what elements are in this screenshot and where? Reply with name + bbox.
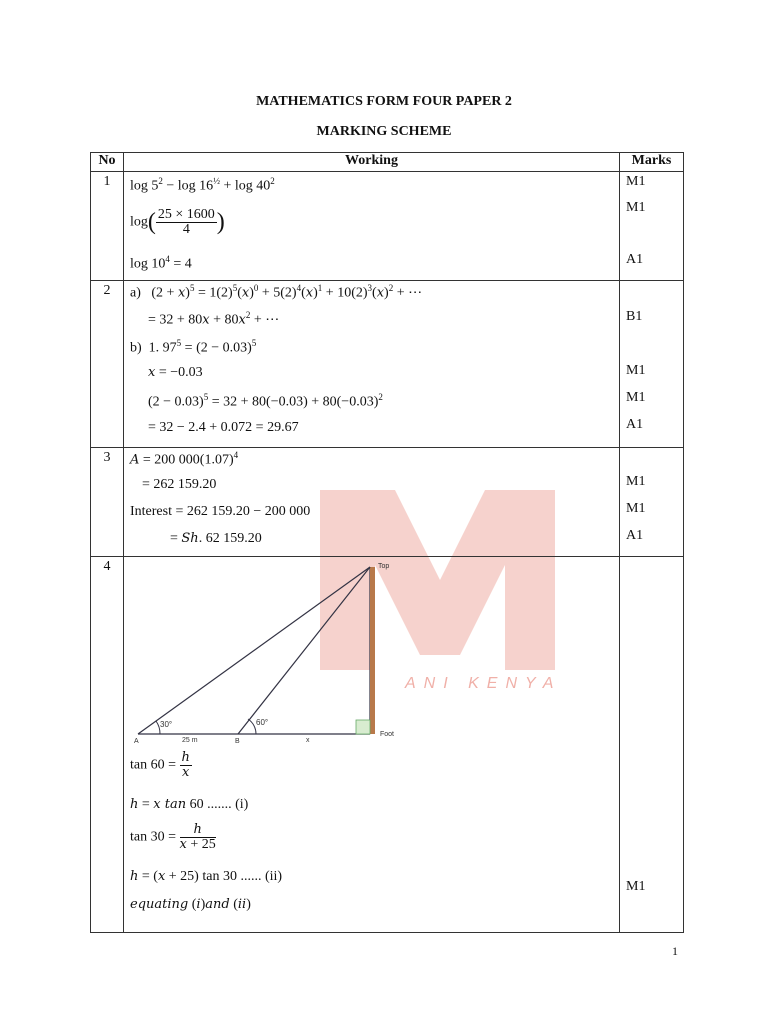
working-cell [124, 557, 620, 933]
point-a-label: A [134, 738, 139, 744]
marks-cell [620, 172, 684, 281]
mark: A1 [626, 528, 644, 543]
table-row [91, 448, 684, 557]
working-line: = Sh. 62 159.20 [170, 531, 262, 546]
mark: M1 [626, 501, 646, 516]
working-line: $\log 5^2 - \log 16^{\frac{1}{2}} + \log 40^2$ [130, 176, 275, 194]
mark: M1 [626, 474, 646, 489]
document-title: MATHEMATICS FORM FOUR PAPER 2 [256, 94, 512, 109]
distance-ab-label: 25 m [182, 737, 198, 744]
row-number: 1 [91, 172, 124, 281]
working-line: $(2 - 0.03)^5 = 32 + 80(-0.03) + 80(-0.03)^2$ [148, 392, 383, 410]
top-label: Top [378, 563, 390, 570]
marks-cell [620, 281, 684, 448]
elevation-diagram [130, 559, 410, 744]
working-line: x = −0.03 [148, 365, 203, 380]
mark: B1 [626, 309, 643, 324]
working-line: h = (x + 25) tan 30 ...... (ii) [130, 869, 283, 884]
working-line: h = x tan 60 ....... (i) [130, 797, 249, 812]
document-subtitle: MARKING SCHEME [316, 124, 452, 139]
mark: M1 [626, 200, 646, 215]
header-no: No [91, 153, 124, 172]
working-cell [124, 281, 620, 448]
marks-cell [620, 448, 684, 557]
table-row [91, 172, 684, 281]
angle-a-label: 30° [160, 720, 173, 729]
distance-x-label: x [306, 737, 310, 744]
mark: M1 [626, 174, 646, 189]
header-working: Working [124, 153, 620, 172]
row-number: 4 [91, 557, 124, 933]
mark: M1 [626, 879, 646, 894]
angle-b-label: 60° [256, 718, 269, 727]
working-line: = 32 − 2.4 + 0.072 = 29.67 [148, 420, 299, 435]
working-line: A = 200 $000(1.07)^4$ [130, 450, 239, 468]
working-line: $\log 10^4 = 4$ [130, 254, 192, 272]
working-line: tan 60 = $\frac{h}{x}$ [130, 750, 190, 780]
working-cell [124, 448, 620, 557]
line-of-sight-b [238, 567, 370, 734]
working-line: equating (i)and (ii) [130, 897, 251, 912]
mark: A1 [626, 417, 644, 432]
working-line: a) $(2 + x)^5 = 1(2)^5(x)^0 + 5(2)^4(x)^1 + 10(2)^3(x)^2$ + ⋯ [130, 283, 423, 301]
working-line: = 262 159.20 [142, 477, 217, 492]
point-b-label: B [235, 738, 240, 744]
tower-hatching [370, 567, 375, 734]
foot-label: Foot [380, 731, 395, 738]
angle-arc-b [248, 719, 256, 734]
working-line: Interest = 262 159.20 − 200 000 [130, 504, 311, 519]
working-cell [124, 172, 620, 281]
working-line: b) 1. $97^5 = (2 - 0.03)^5$ [130, 338, 257, 356]
table-row [91, 281, 684, 448]
mark: A1 [626, 252, 644, 267]
working-line: log( $\frac{25 \times 1600}{4}$ ) [130, 207, 225, 237]
header-marks: Marks [620, 153, 684, 172]
marking-scheme-table [90, 152, 684, 933]
table-header-row [91, 153, 684, 172]
marks-cell [620, 557, 684, 933]
row-number: 3 [91, 448, 124, 557]
page-number: 1 [672, 944, 678, 958]
mark: M1 [626, 390, 646, 405]
working-line: tan 30 = $\frac{h}{x + 25}$ [130, 822, 216, 852]
table-row [91, 557, 684, 933]
working-line: = $32 + 80x + 80x^2$ + ⋯ [148, 310, 280, 328]
right-angle-mark [356, 720, 370, 734]
watermark-text: ANI KENYA [405, 675, 562, 692]
line-of-sight-a [138, 567, 370, 734]
mark: M1 [626, 363, 646, 378]
row-number: 2 [91, 281, 124, 448]
